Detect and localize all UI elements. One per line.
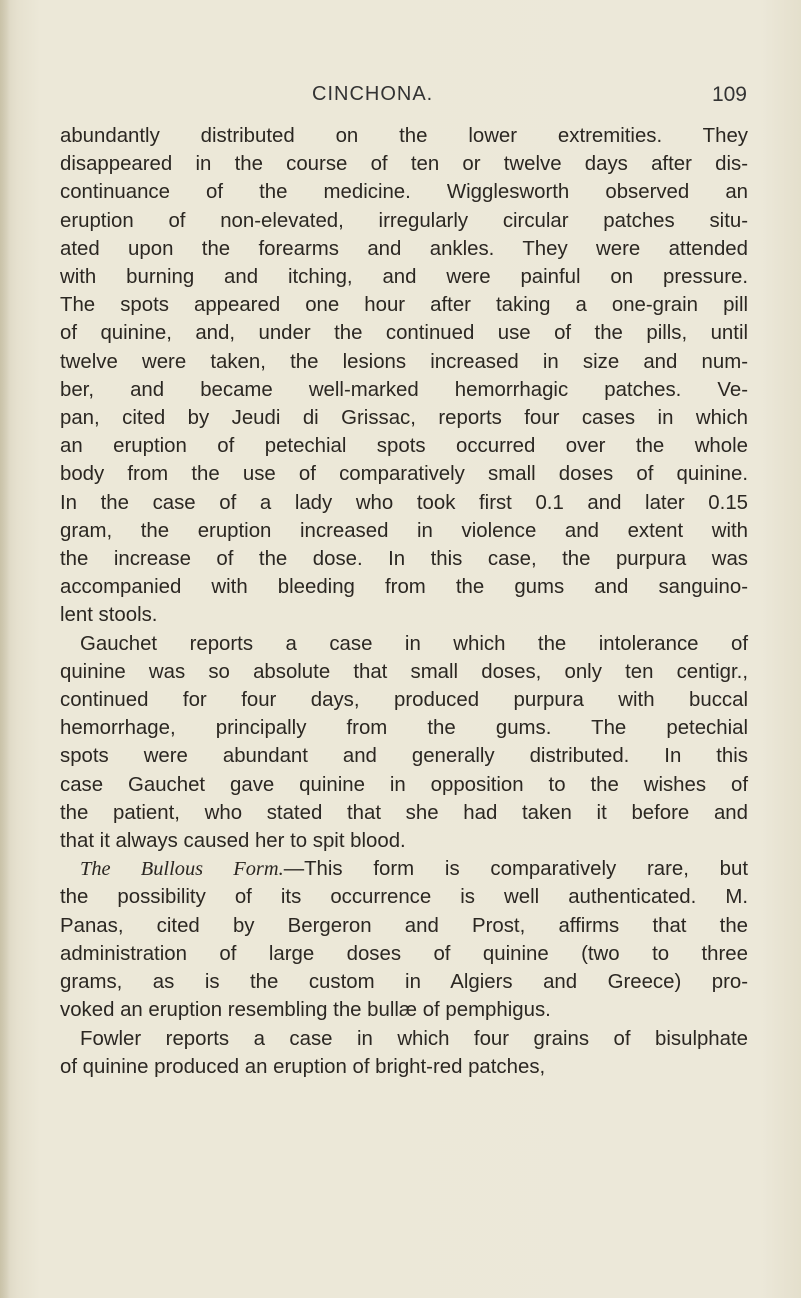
- text-line: the increase of the dose. In this case, the purpura was: [60, 548, 748, 571]
- text-line: administration of large doses of quinine (two to three: [60, 942, 748, 965]
- text-line: spots were abundant and generally distributed. In this: [60, 745, 748, 768]
- text-line: In the case of a lady who took first 0.1 and later 0.15: [60, 491, 748, 514]
- em-dash: —: [283, 858, 305, 881]
- page-gutter-shadow: [0, 0, 10, 1298]
- text-line: continued for four days, produced purpura with buccal: [60, 689, 748, 712]
- page-number: 109: [711, 83, 747, 106]
- text-line: lent stools.: [60, 604, 158, 627]
- text-line: twelve were taken, the lesions increased in size and num-: [60, 350, 748, 373]
- text-line: voked an eruption resembling the bullæ of pemphigus.: [60, 999, 551, 1022]
- text-line: case Gauchet gave quinine in opposition to the wishes of: [60, 773, 748, 796]
- text-line-with-heading: [60, 855, 748, 883]
- paragraph-3: [60, 855, 748, 1024]
- text-line: that it always caused her to spit blood.: [60, 830, 406, 853]
- paragraph-2: [60, 630, 748, 856]
- text-line: eruption of non-elevated, irregularly circular patches situ-: [60, 209, 748, 232]
- text-line: pan, cited by Jeudi di Grissac, reports four cases in which: [60, 407, 748, 430]
- section-heading-bullous-form: The Bullous Form.: [80, 858, 284, 881]
- text-line: quinine was so absolute that small doses, only ten centigr.,: [60, 660, 748, 683]
- text-fragment: This form is comparatively rare, but: [304, 858, 748, 881]
- running-head-title: CINCHONA.: [312, 83, 434, 105]
- body-text: [60, 122, 748, 1081]
- text-line: the possibility of its occurrence is well authenticated. M.: [60, 886, 748, 909]
- text-line: an eruption of petechial spots occurred over the whole: [60, 435, 748, 458]
- text-line: grams, as is the custom in Algiers and Greece) pro-: [60, 971, 748, 994]
- text-line: continuance of the medicine. Wigglesworth observed an: [60, 181, 748, 204]
- paragraph-4: [60, 1025, 748, 1081]
- text-line: ber, and became well-marked hemorrhagic patches. Ve-: [60, 378, 748, 401]
- running-head: [60, 83, 760, 113]
- text-line: of quinine, and, under the continued use of the pills, until: [60, 322, 748, 345]
- text-line: with burning and itching, and were painful on pressure.: [60, 266, 748, 289]
- text-line: The spots appeared one hour after taking a one-grain pill: [60, 294, 748, 317]
- text-line: accompanied with bleeding from the gums and sanguino-: [60, 576, 748, 599]
- text-line: Panas, cited by Bergeron and Prost, affirms that the: [60, 914, 748, 937]
- text-line: Gauchet reports a case in which the intolerance of: [80, 632, 748, 655]
- text-line: abundantly distributed on the lower extremities. They: [60, 125, 748, 147]
- text-line: the patient, who stated that she had taken it before and: [60, 801, 748, 824]
- text-line: disappeared in the course of ten or twelve days after dis-: [60, 153, 748, 176]
- text-line: body from the use of comparatively small doses of quinine.: [60, 463, 748, 486]
- text-line: hemorrhage, principally from the gums. The petechial: [60, 717, 748, 740]
- text-line: gram, the eruption increased in violence and extent with: [60, 519, 748, 542]
- text-line: of quinine produced an eruption of bright-red patches,: [60, 1055, 546, 1078]
- paragraph-1: [60, 122, 748, 630]
- text-line: Fowler reports a case in which four grains of bisulphate: [80, 1027, 748, 1050]
- text-line: ated upon the forearms and ankles. They were attended: [60, 237, 748, 260]
